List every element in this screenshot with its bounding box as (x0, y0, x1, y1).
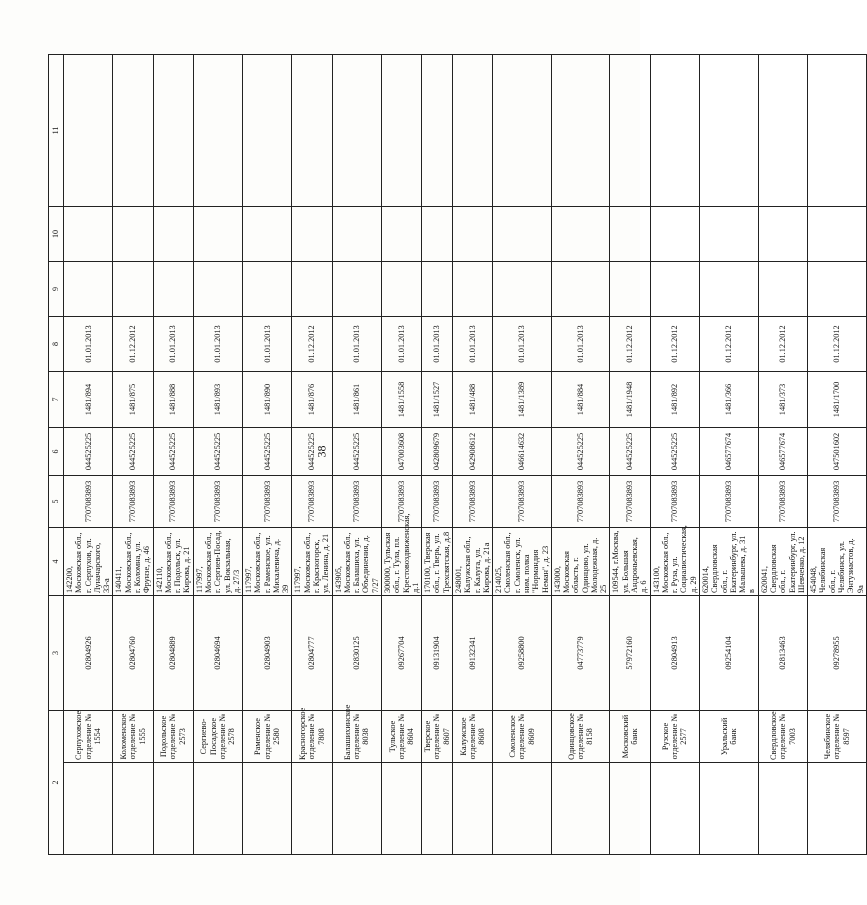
column-number: 7 (49, 372, 64, 428)
date: 01.12.2012 (610, 317, 650, 372)
address: 109544, г.Москва, ул. Большая Андроньевская, д. 6 (610, 528, 650, 596)
date: 01.01.2013 (153, 317, 193, 372)
bik-code: 044525225 (332, 428, 381, 476)
table-row (758, 55, 807, 855)
address: 620014, Свердловская обл., г. Екатеринбург, ул. Мальшева, д. 31 в (700, 528, 759, 596)
address: 300000, Тульская обл., г. Тула, пл. Крестовоздвиженская, д.1 (382, 528, 422, 596)
okpo-code: 02804913 (650, 596, 699, 711)
branch-name: Челябинское отделение № 8597 (808, 711, 867, 763)
col-11-empty (64, 55, 113, 207)
okpo-code: 02813463 (758, 596, 807, 711)
branch-name: Калужское отделение № 8608 (452, 711, 492, 763)
bik-code: 042809679 (422, 428, 453, 476)
okpo-code: 09132341 (452, 596, 492, 711)
okpo-code: 09258800 (493, 596, 552, 711)
branch-name: Раменское отделение № 2580 (243, 711, 292, 763)
registration-number: 1481/861 (332, 372, 381, 428)
table-row (808, 55, 867, 855)
col-9-empty (551, 262, 610, 317)
registration-number: 1481/373 (758, 372, 807, 428)
address: 117997, Московская обл., г. Сергиев-Посад, ул. Вокзальная, д. 27/3 (193, 528, 242, 596)
address: 248001, Калужская обл., г. Калуга, ул. Кирова, д. 21а (452, 528, 492, 596)
branch-name: Серпуховское отделение № 1554 (64, 711, 113, 763)
registration-number: 1481/875 (113, 372, 153, 428)
okpo-code: 02804889 (153, 596, 193, 711)
col-11-empty (758, 55, 807, 207)
registration-number: 1481/894 (64, 372, 113, 428)
table-row (193, 55, 242, 855)
branch-name: Рузское отделение № 2577 (650, 711, 699, 763)
branch-name: Смоленское отделение № 8609 (493, 711, 552, 763)
bik-code: 044525225 (650, 428, 699, 476)
okpo-code: 09267704 (382, 596, 422, 711)
col-10-empty (493, 207, 552, 262)
rotated-table-wrapper (48, 55, 865, 855)
table-row (452, 55, 492, 855)
col-11-empty (493, 55, 552, 207)
bik-code: 046577674 (700, 428, 759, 476)
col-10-empty (758, 207, 807, 262)
okpo-code: 02830125 (332, 596, 381, 711)
col-10-empty (332, 207, 381, 262)
address: 142110, Московская обл., г. Подольск, ул. Кирова, д. 21 (153, 528, 193, 596)
column-number: 6 (49, 428, 64, 476)
col-10-empty (610, 207, 650, 262)
table-row (153, 55, 193, 855)
bik-code: 044525225 (243, 428, 292, 476)
col-10-empty (64, 207, 113, 262)
inn-code: 7707083893 (452, 476, 492, 528)
address: 170100, Тверская обл., г. Тверь, ул. Трехсвятская, д.8 (422, 528, 453, 596)
table-row (64, 55, 113, 855)
table-row (650, 55, 699, 855)
col-9-empty (808, 262, 867, 317)
registration-number: 1481/876 (292, 372, 332, 428)
address: 117997, Московская обл., г. Раменское, ул. Михалевича, д. 39 (243, 528, 292, 596)
blank-col-1 (153, 763, 193, 855)
address: 140411, Московская обл., г. Коломна, ул. Фрунзе, д. 46 (113, 528, 153, 596)
col-9-empty (382, 262, 422, 317)
branch-name: Уральский банк (700, 711, 759, 763)
branch-name: Красногорское отделение № 7808 (292, 711, 332, 763)
inn-code: 7707083893 (113, 476, 153, 528)
bik-code: 044525225 (113, 428, 153, 476)
bik-code: 044525225 (610, 428, 650, 476)
date: 01.01.2013 (551, 317, 610, 372)
registration-number: 1481/1700 (808, 372, 867, 428)
col-9-empty (452, 262, 492, 317)
blank-col-1 (382, 763, 422, 855)
inn-code: 7707083893 (650, 476, 699, 528)
col-9-empty (64, 262, 113, 317)
date: 01.12.2012 (700, 317, 759, 372)
branch-name: Подольское отделение № 2573 (153, 711, 193, 763)
col-11-empty (332, 55, 381, 207)
column-number: 5 (49, 476, 64, 528)
branch-name: Сергиево-Посадское отделение № 2578 (193, 711, 242, 763)
date: 01.12.2012 (113, 317, 153, 372)
col-11-empty (243, 55, 292, 207)
blank-col-1 (808, 763, 867, 855)
okpo-code: 04773779 (551, 596, 610, 711)
okpo-code: 02804777 (292, 596, 332, 711)
address: 143905, Московская обл., г. Балашиха, ул. Объединения, д. 7/27 (332, 528, 381, 596)
column-number: 11 (49, 55, 64, 207)
address: 143000, Московская область, г. Одинцово, ул. Молодежная, д. 25 (551, 528, 610, 596)
date: 01.01.2013 (64, 317, 113, 372)
address: 117997, Московская обл., г. Красногорск, ул. Ленина, д. 21 (292, 528, 332, 596)
col-10-empty (292, 207, 332, 262)
okpo-code: 09278955 (808, 596, 867, 711)
inn-code: 7707083893 (610, 476, 650, 528)
col-10-empty (193, 207, 242, 262)
inn-code: 7707083893 (382, 476, 422, 528)
bik-code: 044525225 (153, 428, 193, 476)
col-9-empty (113, 262, 153, 317)
okpo-code: 02804926 (64, 596, 113, 711)
branch-name: Балашихинское отделение № 8038 (332, 711, 381, 763)
blank-col-1 (650, 763, 699, 855)
col-9-empty (700, 262, 759, 317)
registration-number: 1481/366 (700, 372, 759, 428)
column-number: 8 (49, 317, 64, 372)
col-9-empty (493, 262, 552, 317)
address: 454048, Челябинская обл., г. Челябинск, ул. Энтузиастов, д. 9а (808, 528, 867, 596)
blank-col-1 (64, 763, 113, 855)
registration-number: 1481/892 (650, 372, 699, 428)
date: 01.12.2012 (808, 317, 867, 372)
branch-name: Одинцовское отделение № 8158 (551, 711, 610, 763)
bik-code: 044525225 (551, 428, 610, 476)
col-10-empty (422, 207, 453, 262)
col-11-empty (292, 55, 332, 207)
col-9-empty (422, 262, 453, 317)
blank-col-1 (551, 763, 610, 855)
inn-code: 7707083893 (493, 476, 552, 528)
date: 01.12.2012 (650, 317, 699, 372)
column-number: 4 (49, 528, 64, 596)
table-row (493, 55, 552, 855)
inn-code: 7707083893 (153, 476, 193, 528)
header-row (49, 55, 64, 855)
col-10-empty (700, 207, 759, 262)
col-10-empty (243, 207, 292, 262)
col-9-empty (332, 262, 381, 317)
table-row (700, 55, 759, 855)
branch-name: Коломенское отделение № 1555 (113, 711, 153, 763)
okpo-code: 57972160 (610, 596, 650, 711)
col-11-empty (610, 55, 650, 207)
col-9-empty (153, 262, 193, 317)
table-row (243, 55, 292, 855)
date: 01.01.2013 (452, 317, 492, 372)
column-number: 3 (49, 596, 64, 711)
col-11-empty (422, 55, 453, 207)
date: 01.01.2013 (382, 317, 422, 372)
col-11-empty (551, 55, 610, 207)
table-row (332, 55, 381, 855)
inn-code: 7707083893 (758, 476, 807, 528)
col-10-empty (382, 207, 422, 262)
col-11-empty (700, 55, 759, 207)
blank-col-1 (493, 763, 552, 855)
blank-col-1 (422, 763, 453, 855)
registration-number: 1481/1389 (493, 372, 552, 428)
address: 214025, Смоленская обл., г. Смоленск, ул. ним. полка "Нормандия Неман", д. 23 (493, 528, 552, 596)
okpo-code: 02804694 (193, 596, 242, 711)
inn-code: 7707083893 (700, 476, 759, 528)
bik-code: 044525225 (64, 428, 113, 476)
blank-col-1 (700, 763, 759, 855)
registration-number: 1481/888 (153, 372, 193, 428)
bik-code: 047003608 (382, 428, 422, 476)
table-row (610, 55, 650, 855)
column-number: 10 (49, 207, 64, 262)
col-9-empty (758, 262, 807, 317)
col-10-empty (113, 207, 153, 262)
date: 01.01.2013 (332, 317, 381, 372)
col-11-empty (650, 55, 699, 207)
col-11-empty (193, 55, 242, 207)
inn-code: 7707083893 (332, 476, 381, 528)
inn-code: 7707083893 (551, 476, 610, 528)
col-10-empty (808, 207, 867, 262)
blank-col-1 (332, 763, 381, 855)
col-10-empty (551, 207, 610, 262)
date: 01.12.2012 (292, 317, 332, 372)
col-9-empty (610, 262, 650, 317)
col-10-empty (452, 207, 492, 262)
col-9-empty (243, 262, 292, 317)
table-row (551, 55, 610, 855)
address: 143100, Московская обл., г. Руза, ул. Социалистическая, д. 29 (650, 528, 699, 596)
col-11-empty (382, 55, 422, 207)
column-number: 2 (49, 711, 64, 855)
inn-code: 7707083893 (193, 476, 242, 528)
table-row (382, 55, 422, 855)
okpo-code: 09254104 (700, 596, 759, 711)
okpo-code: 09131904 (422, 596, 453, 711)
table-row (292, 55, 332, 855)
bik-code: 042908612 (452, 428, 492, 476)
col-10-empty (650, 207, 699, 262)
col-10-empty (153, 207, 193, 262)
address: 620041, Свердловская обл., г. Екатеринбург, ул. Шевченко, д. 12 (758, 528, 807, 596)
date: 01.01.2013 (243, 317, 292, 372)
bik-code: 044525225 (292, 428, 332, 476)
blank-col-1 (758, 763, 807, 855)
branch-name: Московский банк (610, 711, 650, 763)
col-9-empty (193, 262, 242, 317)
date: 01.01.2013 (422, 317, 453, 372)
registration-number: 1481/890 (243, 372, 292, 428)
inn-code: 7707083893 (422, 476, 453, 528)
registration-number: 1481/893 (193, 372, 242, 428)
inn-code: 7707083893 (292, 476, 332, 528)
date: 01.01.2013 (493, 317, 552, 372)
bik-code: 047501602 (808, 428, 867, 476)
okpo-code: 02804903 (243, 596, 292, 711)
col-11-empty (452, 55, 492, 207)
blank-col-1 (113, 763, 153, 855)
blank-col-1 (452, 763, 492, 855)
date: 01.01.2013 (193, 317, 242, 372)
registration-number: 1481/1527 (422, 372, 453, 428)
col-9-empty (292, 262, 332, 317)
col-11-empty (808, 55, 867, 207)
okpo-code: 02804760 (113, 596, 153, 711)
bik-code: 044525225 (193, 428, 242, 476)
blank-col-1 (243, 763, 292, 855)
registration-number: 1481/1948 (610, 372, 650, 428)
inn-code: 7707083893 (808, 476, 867, 528)
bik-code: 046577674 (758, 428, 807, 476)
inn-code: 7707083893 (243, 476, 292, 528)
page-number: 38 (314, 445, 329, 458)
blank-col-1 (292, 763, 332, 855)
table-row (422, 55, 453, 855)
column-number: 9 (49, 262, 64, 317)
registration-number: 1481/1558 (382, 372, 422, 428)
inn-code: 7707083893 (64, 476, 113, 528)
branch-name: Свердловское отделение № 7003 (758, 711, 807, 763)
registration-number: 1481/488 (452, 372, 492, 428)
blank-col-1 (610, 763, 650, 855)
branch-name: Тверское отделение № 8607 (422, 711, 453, 763)
address: 142200, Московская обл., г. Серпухов, ул. Луначарского, 33-а (64, 528, 113, 596)
bik-code: 046614632 (493, 428, 552, 476)
table-row (113, 55, 153, 855)
blank-col-1 (193, 763, 242, 855)
date: 01.12.2012 (758, 317, 807, 372)
col-11-empty (153, 55, 193, 207)
registration-number: 1481/884 (551, 372, 610, 428)
branches-table (48, 54, 867, 855)
col-9-empty (650, 262, 699, 317)
col-11-empty (113, 55, 153, 207)
branch-name: Тульское отделение № 8604 (382, 711, 422, 763)
